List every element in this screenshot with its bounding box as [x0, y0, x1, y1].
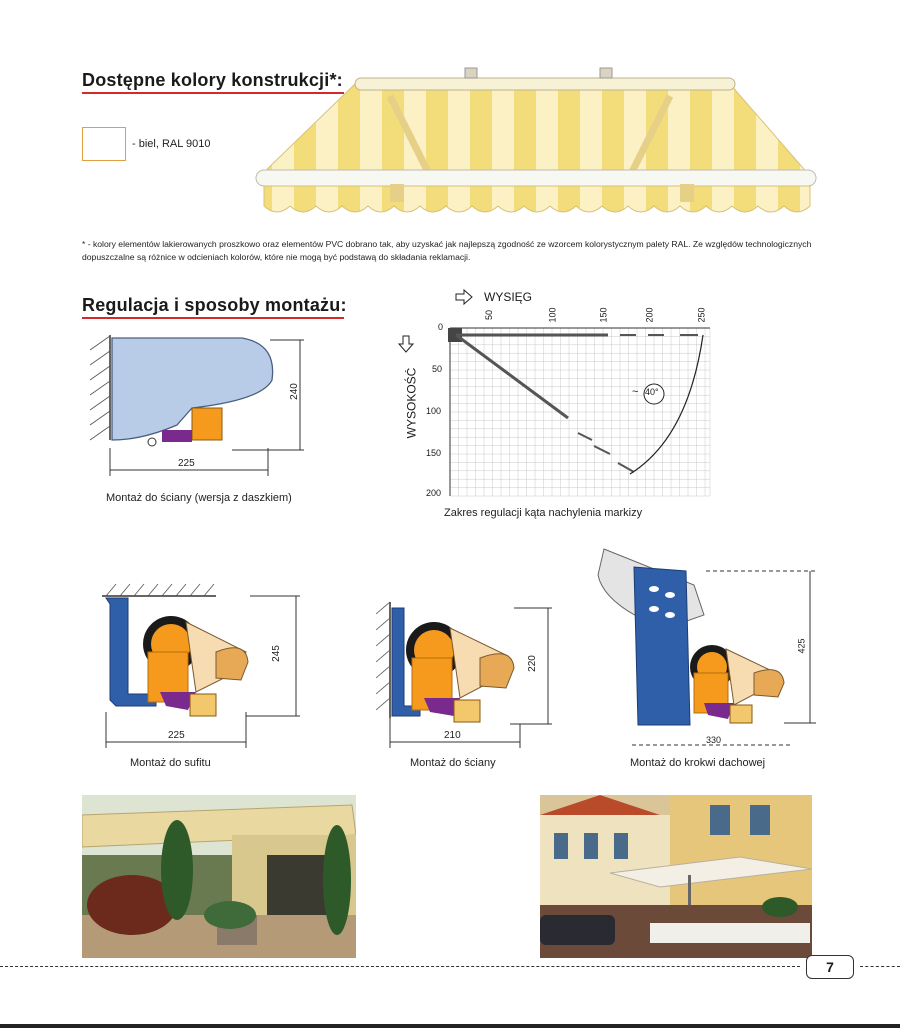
y-tick: 50	[432, 364, 443, 374]
colors-heading: Dostępne kolory konstrukcji*:	[82, 70, 343, 90]
x-tick: 50	[484, 309, 495, 321]
white-color-swatch	[82, 127, 126, 161]
ceiling-width-label: 225	[168, 730, 185, 741]
wall-roof-caption: Montaż do ściany (wersja z daszkiem)	[106, 492, 292, 504]
wall-caption: Montaż do ściany	[410, 757, 496, 769]
chart-x-title: WYSIĘG	[484, 290, 533, 304]
chart-angle-label: ~	[632, 386, 639, 398]
ceiling-height-label: 245	[270, 645, 282, 662]
garden-terrace-photo	[82, 795, 356, 958]
x-tick: 150	[598, 307, 609, 323]
wall-height-label: 220	[526, 655, 538, 672]
angle-range-chart	[398, 288, 718, 513]
awning-illustration	[250, 66, 825, 226]
ceiling-mount-diagram	[96, 582, 316, 754]
x-tick: 200	[644, 307, 655, 323]
y-tick: 0	[438, 322, 444, 332]
wall-width-label: 210	[444, 730, 461, 741]
chart-y-title: WYSOKOŚĆ	[404, 367, 419, 439]
bottom-rule	[0, 1024, 900, 1028]
x-tick: 100	[547, 307, 558, 323]
chart-angle-value: 40°	[645, 387, 659, 397]
wall-roof-height-label: 240	[288, 383, 300, 400]
page-number-box	[806, 955, 854, 979]
restaurant-facade-photo	[540, 795, 812, 958]
footer-dashed-line	[0, 966, 800, 967]
wall-roof-mount-diagram	[82, 330, 322, 490]
mounting-heading-underline	[82, 317, 344, 319]
y-tick: 150	[426, 448, 442, 458]
wall-roof-width-label: 225	[178, 458, 195, 469]
rafter-width-label: 330	[706, 735, 722, 745]
x-tick: 250	[696, 307, 707, 323]
rafter-caption: Montaż do krokwi dachowej	[630, 757, 766, 769]
y-tick: 100	[426, 406, 442, 416]
swatch-label: - biel, RAL 9010	[132, 138, 211, 150]
mounting-heading: Regulacja i sposoby montażu:	[82, 295, 347, 315]
page-number: 7	[826, 959, 834, 975]
rafter-mount-diagram	[594, 545, 820, 750]
y-tick: 200	[426, 488, 442, 498]
rafter-height-label: 425	[796, 638, 807, 654]
angle-chart-caption: Zakres regulacji kąta nachylenia markizy	[444, 507, 643, 519]
color-footnote: * - kolory elementów lakierowanych proszkowo oraz elementów PVC dobrano tak, aby uzyskać jak najlepszą zgodność ze wzorcem kolorystycznym palety RAL. Ze względów technologicznych dopuszczalne są różnice w odcieniach kolorów, które nie mogą być podstawą do składania reklamacji.	[82, 239, 812, 262]
footer-dashed-line-right	[860, 966, 900, 967]
ceiling-caption: Montaż do sufitu	[130, 757, 211, 769]
wall-mount-diagram	[374, 598, 560, 754]
